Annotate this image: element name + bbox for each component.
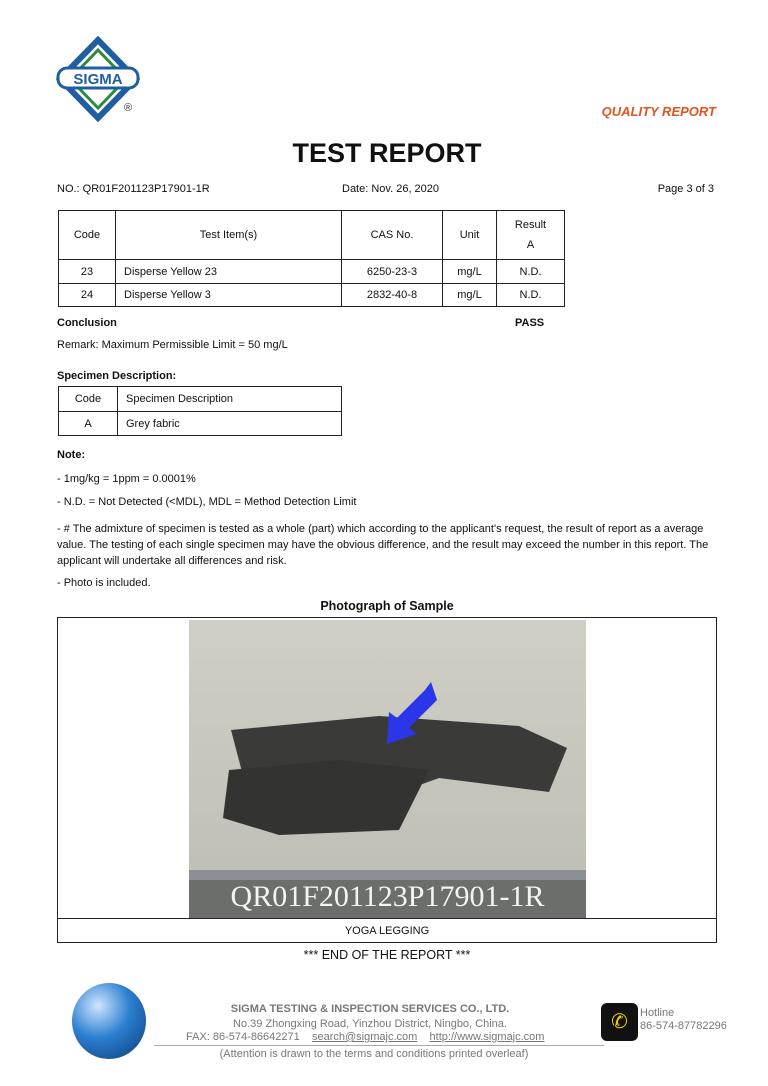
note-heading: Note: — [57, 449, 86, 461]
cell-item: Disperse Yellow 3 — [116, 284, 342, 307]
cell-result: N.D. — [497, 260, 565, 284]
note-item: - 1mg/kg = 1ppm = 0.0001% — [57, 473, 196, 485]
page-title: TEST REPORT — [292, 138, 482, 168]
attention-note: (Attention is drawn to the terms and conditions printed overleaf) — [219, 1048, 529, 1060]
cell-unit: mg/L — [443, 260, 497, 284]
report-number: NO.: QR01F201123P17901-1R — [57, 183, 210, 195]
footer-divider — [154, 1045, 604, 1046]
col-code: Code — [59, 211, 116, 260]
conclusion-value: PASS — [515, 317, 545, 329]
report-date: Date: Nov. 26, 2020 — [342, 183, 440, 195]
cell-unit: mg/L — [443, 284, 497, 307]
photo-heading: Photograph of Sample — [320, 599, 454, 613]
end-of-report: *** END OF THE REPORT *** — [303, 948, 471, 962]
photo-box — [57, 617, 717, 943]
specimen-table — [58, 386, 342, 436]
quality-report-label: QUALITY REPORT — [601, 104, 716, 119]
website-link[interactable]: http://www.sigmajc.com — [429, 1031, 545, 1043]
note-item: - # The admixture of specimen is tested as a whole (part) which according to the applicant's request, the result of report as a average value. The testing of each single specimen may have the obvious difference, and the result may exceed the number in this report. The applicant will undertake all differences and risk. — [57, 523, 709, 567]
note-item: - Photo is included. — [57, 577, 151, 589]
cell-cas: 2832-40-8 — [342, 284, 443, 307]
conclusion-label: Conclusion — [57, 317, 117, 329]
cell-desc: Grey fabric — [118, 412, 342, 436]
cell-result: N.D. — [497, 284, 565, 307]
results-table — [58, 210, 565, 307]
contact-line — [186, 1031, 544, 1043]
col-item: Test Item(s) — [116, 211, 342, 260]
cell-cas: 6250-23-3 — [342, 260, 443, 284]
note-item: - N.D. = Not Detected (<MDL), MDL = Method Detection Limit — [57, 496, 357, 508]
col-code: Code — [59, 387, 118, 412]
photo-caption: YOGA LEGGING — [58, 918, 716, 943]
email-link[interactable]: search@sigmajc.com — [312, 1031, 418, 1043]
result-sample: A — [526, 239, 535, 251]
cell-code: 23 — [59, 260, 116, 284]
col-cas: CAS No. — [342, 211, 443, 260]
phone-icon: ✆ — [601, 1003, 638, 1041]
col-unit: Unit — [443, 211, 497, 260]
table-row — [59, 284, 565, 307]
company-name: SIGMA TESTING & INSPECTION SERVICES CO., LTD. — [230, 1003, 510, 1015]
col-desc: Specimen Description — [118, 387, 342, 412]
table-row — [59, 260, 565, 284]
photo-watermark: QR01F201123P17901-1R — [230, 880, 545, 913]
specimen-heading: Specimen Description: — [57, 370, 177, 382]
cell-code: A — [59, 412, 118, 436]
sample-photo — [189, 620, 586, 918]
table-row — [59, 412, 342, 436]
page-number: Page 3 of 3 — [657, 183, 714, 195]
remark: Remark: Maximum Permissible Limit = 50 mg/L — [57, 339, 288, 351]
result-label: Result — [514, 219, 547, 231]
hotline-label: Hotline — [640, 1007, 675, 1019]
company-address: No.39 Zhongxing Road, Yinzhou District, Ningbo, China. — [233, 1018, 507, 1030]
col-result — [497, 211, 565, 260]
cell-code: 24 — [59, 284, 116, 307]
fax: FAX: 86-574-86642271 — [186, 1031, 300, 1043]
cell-item: Disperse Yellow 23 — [116, 260, 342, 284]
svg-text:SIGMA: SIGMA — [73, 71, 123, 88]
hotline-number: 86-574-87782296 — [640, 1020, 727, 1032]
legging-image — [189, 620, 586, 918]
registered-mark: ® — [124, 102, 133, 114]
